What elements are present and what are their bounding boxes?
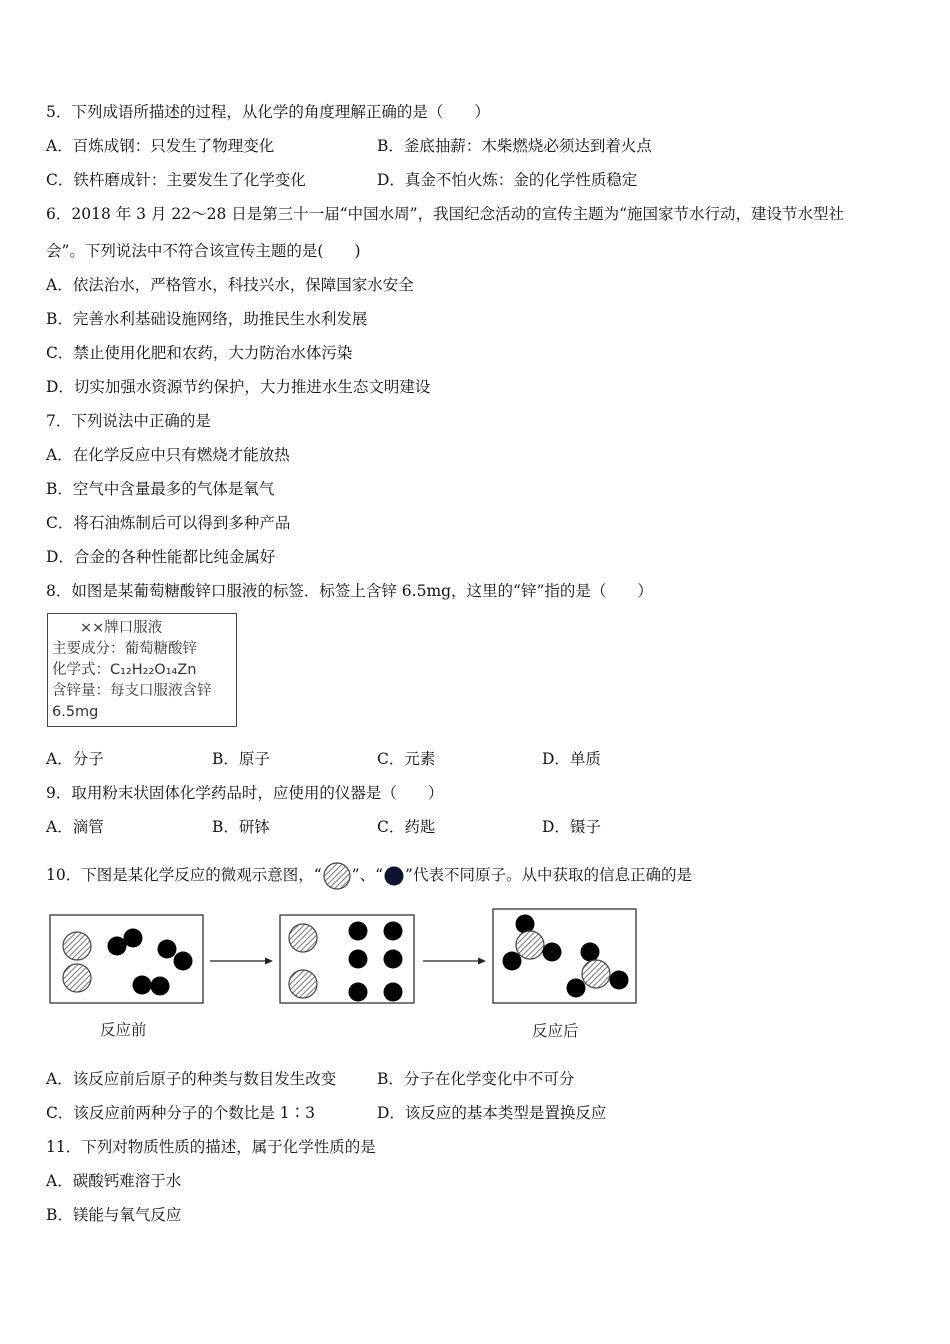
dark-atom [543, 943, 562, 962]
q8-option-c: C．元素 [377, 750, 436, 768]
q5-stem: 5．下列成语所描述的过程，从化学的角度理解正确的是（ ） [46, 103, 490, 121]
q10-option-b: B．分子在化学变化中不可分 [377, 1070, 575, 1088]
dark-atom [581, 943, 600, 962]
dark-atom-icon [383, 865, 405, 887]
q5-option-b: B．釜底抽薪：木柴燃烧必须达到着火点 [377, 137, 652, 155]
q10-stem-post: ”代表不同原子。从中获取的信息正确的是 [405, 866, 692, 884]
label-line-ingredient: 主要成分：葡萄糖酸锌 [52, 641, 197, 657]
dark-atom [384, 922, 403, 941]
dark-atom [349, 983, 368, 1002]
q10-stem-pre: 10．下图是某化学反应的微观示意图，“ [46, 866, 322, 884]
dark-atom [610, 971, 629, 990]
q5-option-c: C．铁杵磨成针：主要发生了化学变化 [46, 171, 306, 189]
q6-option-a: A．依法治水，严格管水，科技兴水，保障国家水安全 [46, 276, 414, 294]
q6-stem-line1: 6．2018 年 3 月 22～28 日是第三十一届“中国水周”，我国纪念活动的宣传主题为“施国家节水行动，建设节水型社 [46, 205, 845, 223]
q10-stem [46, 861, 692, 891]
q6-option-c: C．禁止使用化肥和农药，大力防治水体污染 [46, 344, 353, 362]
q7-option-a: A．在化学反应中只有燃烧才能放热 [46, 446, 290, 464]
q11-option-b: B．镁能与氧气反应 [46, 1206, 182, 1224]
q10-option-a: A．该反应前后原子的种类与数目发生改变 [46, 1070, 337, 1088]
caption-before-reaction: 反应前 [100, 1021, 147, 1039]
arrow-head-icon [478, 958, 486, 965]
label-line-amount: 6.5mg [52, 704, 99, 720]
hatched-atom [63, 964, 91, 992]
label-line-brand: ××牌口服液 [80, 620, 163, 636]
q5-option-d: D．真金不怕火炼：金的化学性质稳定 [377, 171, 638, 189]
hatched-atom [516, 931, 544, 959]
hatched-atom [289, 970, 317, 998]
q10-option-c: C．该反应前两种分子的个数比是 1∶3 [46, 1104, 316, 1122]
q7-option-b: B．空气中含量最多的气体是氧气 [46, 480, 275, 498]
q10-stem-mid: ”、“ [351, 866, 384, 884]
dark-atom [567, 979, 586, 998]
q8-option-d: D．单质 [542, 750, 601, 768]
dark-atom [349, 922, 368, 941]
hatched-atom [289, 924, 317, 952]
dark-atom [503, 952, 522, 971]
q9-stem: 9．取用粉末状固体化学药品时，应使用的仪器是（ ） [46, 784, 444, 802]
q7-option-c: C．将石油炼制后可以得到多种产品 [46, 514, 291, 532]
hatched-atom [582, 960, 610, 988]
label-line-formula: 化学式：C₁₂H₂₂O₁₄Zn [52, 662, 197, 678]
q7-option-d: D．合金的各种性能都比纯金属好 [46, 548, 276, 566]
q9-option-b: B．研钵 [212, 818, 270, 836]
q5-option-a: A．百炼成钢：只发生了物理变化 [46, 137, 275, 155]
q8-option-a: A．分子 [46, 750, 104, 768]
dark-atom [384, 983, 403, 1002]
q7-stem: 7．下列说法中正确的是 [46, 412, 211, 430]
q6-option-b: B．完善水利基础设施网络，助推民生水利发展 [46, 310, 368, 328]
dark-atom [384, 950, 403, 969]
q11-stem: 11．下列对物质性质的描述，属于化学性质的是 [46, 1138, 376, 1156]
dark-atom [151, 977, 170, 996]
hatched-atom-icon [322, 861, 352, 891]
q9-option-c: C．药匙 [377, 818, 436, 836]
reaction-diagram [40, 900, 660, 1020]
q11-option-a: A．碳酸钙难溶于水 [46, 1172, 182, 1190]
dark-atom [124, 929, 143, 948]
caption-after-reaction: 反应后 [532, 1022, 579, 1040]
arrow-head-icon [265, 958, 273, 965]
q6-stem-line2: 会”。下列说法中不符合该宣传主题的是( ) [46, 242, 361, 260]
dark-atom [158, 940, 177, 959]
hatched-atom [63, 932, 91, 960]
oral-liquid-label [47, 613, 237, 727]
q9-option-a: A．滴管 [46, 818, 104, 836]
label-line-zinc-content: 含锌量：每支口服液含锌 [52, 683, 212, 699]
q8-option-b: B．原子 [212, 750, 270, 768]
q8-stem: 8．如图是某葡萄糖酸锌口服液的标签．标签上含锌 6.5mg，这里的“锌”指的是（ ） [46, 582, 653, 600]
dark-atom [174, 952, 193, 971]
dark-atom [133, 976, 152, 995]
q6-option-d: D．切实加强水资源节约保护，大力推进水生态文明建设 [46, 378, 431, 396]
dark-atom [349, 950, 368, 969]
q10-option-d: D．该反应的基本类型是置换反应 [377, 1104, 607, 1122]
q9-option-d: D．镊子 [542, 818, 601, 836]
